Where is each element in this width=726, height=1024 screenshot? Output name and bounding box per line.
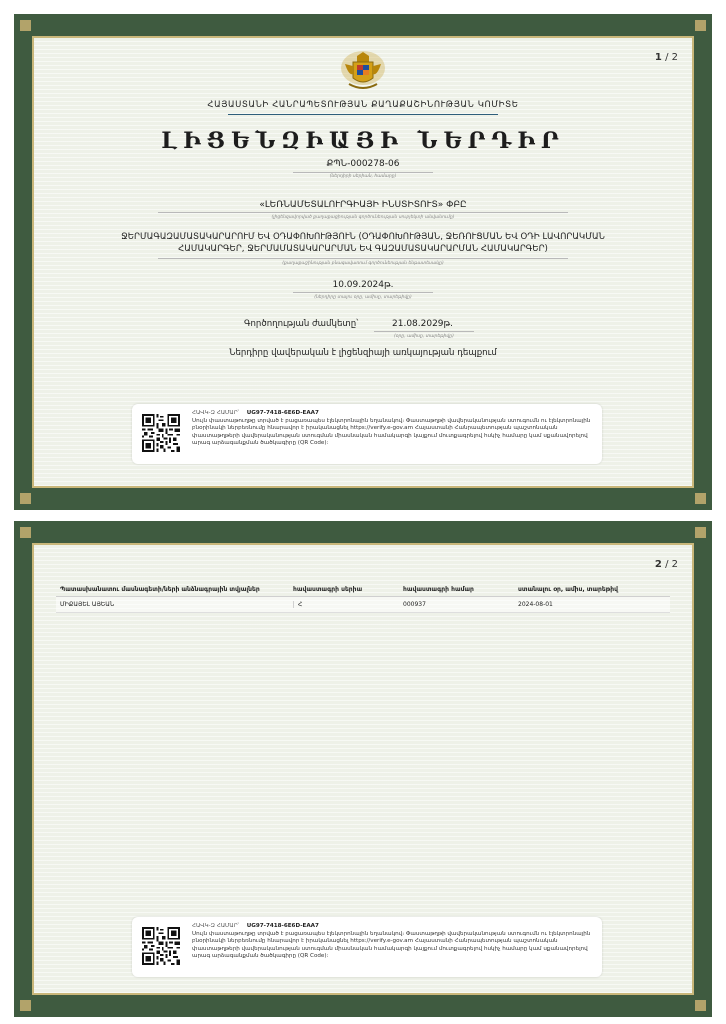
cert-series: Հ	[293, 601, 403, 608]
verification-box	[132, 917, 602, 977]
specialists-table	[56, 583, 670, 613]
verification-box	[132, 404, 602, 464]
page-1-paper	[32, 36, 694, 488]
divider	[293, 292, 433, 293]
page-2-paper	[32, 543, 694, 995]
validity-label: Գործողության ժամկետը՝	[244, 319, 359, 329]
table-header	[56, 583, 670, 597]
corner-ornament	[20, 20, 31, 31]
registry-number: ՔՊՆ-000278-06	[326, 159, 400, 169]
specialist-name: ՄԻՔԱՅԵԼ ԱՅԵԱՆ	[60, 601, 115, 608]
corner-ornament	[695, 493, 706, 504]
column-header-received-date: ստանալու օր, ամիս, տարեթիվ	[518, 586, 618, 593]
validity-date: 21.08.2029թ.	[392, 319, 454, 329]
certificate-page-1	[14, 14, 712, 510]
document-title: ԼԻՑԵՆԶԻԱՅԻ ՆԵՐԴԻՐ	[161, 128, 565, 154]
verification-code: UG97-7418-6E6D-EAA7	[246, 923, 319, 929]
registry-caption: (ներդիրի սերիան, համարը)	[329, 174, 397, 179]
corner-ornament	[20, 527, 31, 538]
column-header-specialist: Պատասխանատու մասնագետի/ների անձնագրային տվյալներ	[60, 586, 260, 593]
company-caption: (լիցենզավորված քաղաքացիության գործունեության սուբյեկտի անվանումը)	[271, 215, 455, 220]
verification-text: Սույն փաստաթուղթը տրված է բացառապես էլեկտրոնային եղանակով։ Փաստաթղթի վավերականության ստուգումն ու էլեկտրոնային բնօրինակի ներբեռնումը հնարավոր է իրականացնել https://verify.e-gov.am Հայաստանի Հանրապետության պաշտոնական փաստաթղթերի վավերականության ստուգման միասնական համակարգի կայքում մուտքագրելով հսկիչ համարը կամ սքանավորելով արագ արձագանքման ծածկագիրը (QR Code):	[192, 417, 591, 446]
activity-caption: (քաղաքաշինության բնագավառում գործունեության ենթատեսակը)	[282, 261, 444, 266]
corner-ornament	[695, 527, 706, 538]
corner-ornament	[20, 493, 31, 504]
divider	[374, 331, 474, 332]
column-header-cert-number: հավաստագրի համար	[403, 586, 474, 593]
issue-date: 10.09.2024թ.	[332, 280, 394, 290]
divider	[293, 172, 433, 173]
corner-ornament	[695, 20, 706, 31]
qr-code-icon[interactable]	[142, 927, 180, 965]
company-name: «ԼԵՌՆԱՄԵՏԱԼՈՒՐԳԻԱՅԻ ԻՆՍՏԻՏՈՒՏ» ՓԲԸ	[259, 200, 467, 210]
coat-of-arms-icon	[339, 46, 387, 94]
cert-number: 000937	[403, 601, 426, 608]
corner-ornament	[695, 1000, 706, 1011]
page-number: 1 / 2	[654, 52, 678, 63]
divider	[158, 212, 568, 213]
verification-code-label: ՀԱՎԿ-Զ ՀԱՄԱՐ՝	[192, 410, 239, 416]
verification-text-block	[192, 923, 592, 961]
divider	[228, 114, 498, 115]
verification-text: Սույն փաստաթուղթը տրված է բացառապես էլեկտրոնային եղանակով։ Փաստաթղթի վավերականության ստուգումն ու էլեկտրոնային բնօրինակի ներբեռնումը հնարավոր է իրականացնել https://verify.e-gov.am Հայաստանի Հանրապետության պաշտոնական փաստաթղթերի վավերականության ստուգման միասնական համակարգի կայքում մուտքագրելով հսկիչ համարը կամ սքանավորելով արագ արձագանքման ծածկագիրը (QR Code):	[192, 930, 591, 959]
received-date: 2024-08-01	[518, 601, 553, 608]
column-header-cert-series: հավաստագրի սերիա	[293, 586, 363, 593]
divider	[158, 258, 568, 259]
certificate-page-2	[14, 521, 712, 1017]
activity-type: ՋԵՐՄԱԳԱԶԱՄԱՏԱԿԱՐԱՐՈՒՄ ԵՎ ՕԴԱՓՈԽՈՒԹՅՈՒՆ (ՕԴԱՓՈԽՈՒԹՅԱՆ, ՋԵՌՈՒՑՄԱՆ ԵՎ ՕԴԻ ԼԱՎՈՐԱԿՄԱՆ ՀԱՄԱԿԱՐԳԵՐ, ՋԵՐՄԱՄԱՏԱԿԱՐԱՐՄԱՆ ԵՎ ԳԱԶԱՄԱՏԱԿԱՐԱՐՄԱՆ ՀԱՄԱԿԱՐԳԵՐ)	[121, 232, 605, 254]
validity-statement: Ներդիրը վավերական է լիցենզիայի առկայության դեպքում	[229, 348, 497, 358]
verification-code: UG97-7418-6E6D-EAA7	[246, 410, 319, 416]
verification-code-label: ՀԱՎԿ-Զ ՀԱՄԱՐ՝	[192, 923, 239, 929]
page-number: 2 / 2	[654, 559, 678, 570]
table-row	[56, 597, 670, 613]
ministry-name: ՀԱՅԱՍՏԱՆԻ ՀԱՆՐԱՊԵՏՈՒԹՅԱՆ ՔԱՂԱՔԱՇԻՆՈՒԹՅԱՆ ԿՈՄԻՏԵ	[207, 100, 519, 110]
verification-text-block	[192, 410, 592, 448]
corner-ornament	[20, 1000, 31, 1011]
issue-date-caption: (ներդիրը տալու օրը, ամիսը, տարեթիվը)	[314, 295, 412, 300]
validity-caption: (օրը, ամիսը, տարեթիվը)	[394, 334, 454, 339]
qr-code-icon[interactable]	[142, 414, 180, 452]
